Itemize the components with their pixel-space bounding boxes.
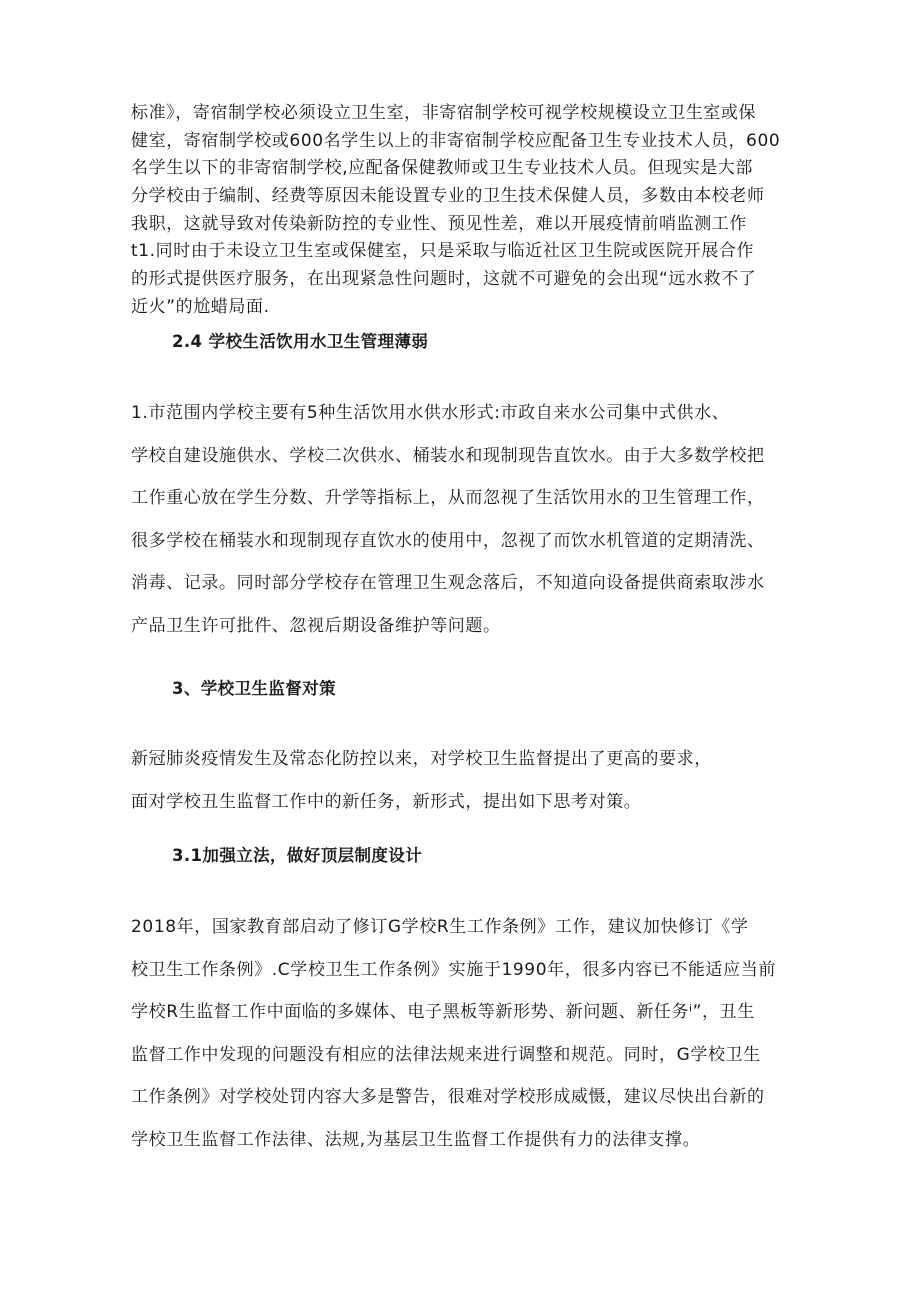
text-line: 工作条例》对学校处罚内容大多是警告，很难对学校形成威慑，建议尽快出台新的 [131,1087,765,1107]
text-line: 校卫生工作条例》.C学校卫生工作条例》实施于1990年，很多内容已不能适应当前 [131,959,776,980]
text-line: 产品卫生许可批件、忽视后期设备维护等问题。 [131,615,501,636]
text-line: 学校卫生监督工作法律、法规,为基层卫生监督工作提供有力的法律支撑。 [131,1129,701,1150]
paragraph-legislation [131,906,791,1161]
text-line: 分学校由于编制、经费等原因未能设置专业的卫生技术保健人员，多数由本校老师 [131,186,765,207]
text-line: 学校R生监督工作中面临的多媒体、电子黑板等新形势、新问题、新任务ⁱ”，丑生 [131,1002,755,1022]
text-line: 近火”的尬蜡局面. [131,296,270,317]
section-heading-3-1: 3.1加强立法，做好顶层制度设计 [172,846,423,865]
text-line: 监督工作中发现的问题没有相应的法律法规来进行调整和规范。同时，G学校卫生 [131,1044,761,1065]
paragraph-school-health-room [131,100,791,322]
text-line: 1.市范围内学校主要有5种生活饮用水供水形式:市政自来水公司集中式供水、 [131,403,730,423]
text-line: 标准》，寄宿制学校必须设立卫生室，非寄宿制学校可视学校规模设立卫生室或保 [131,103,757,123]
text-line: 面对学校丑生监督工作中的新任务，新形式，提出如下思考对策。 [131,791,642,812]
text-line: t1.同时由于未设立卫生室或保健室，只是采取与临近社区卫生院或医院开展合作 [131,241,755,262]
text-line: 我职，这就导致对传染新防控的专业性、预见性差，难以开展疫情前哨监测工作 [131,213,747,234]
text-line: 新冠肺炎疫情发生及常态化防控以来，对学校卫生监督提出了更高的要求， [131,749,712,769]
text-line: 健室，寄宿制学校或600名学生以上的非寄宿制学校应配备卫生专业技术人员，600 [131,130,781,151]
paragraph-supervision-intro [131,738,791,823]
paragraph-drinking-water [131,392,791,647]
text-line: 工作重心放在学生分数、升学等指标上，从而忽视了生活饮用水的卫生管理工作， [131,488,765,508]
text-line: 2018年，国家教育部启动了修订G学校R生工作条例》工作，建议加快修订《学 [131,917,749,937]
text-line: 很多学校在桶装水和现制现存直饮水的使用中，忽视了而饮水机管道的定期清洗、 [131,530,765,551]
text-line: 消毒、记录。同时部分学校存在管理卫生观念落后，不知道向设备提供商索取涉水 [131,573,765,593]
section-heading-2-4: 2.4 学校生活饮用水卫生管理薄弱 [172,332,429,351]
section-heading-3: 3、学校卫生监督对策 [172,679,336,698]
text-line: 的形式提供医疗服务，在出现紧急性问题时，这就不可避免的会出现“远水救不了 [131,269,757,290]
text-line: 学校自建设施供水、学校二次供水、桶装水和现制现告直饮水。由于大多数学校把 [131,445,765,466]
text-line: 名学生以下的非寄宿制学校,应配备保健教师或卫生专业技术人员。但现实是大部 [131,158,754,179]
